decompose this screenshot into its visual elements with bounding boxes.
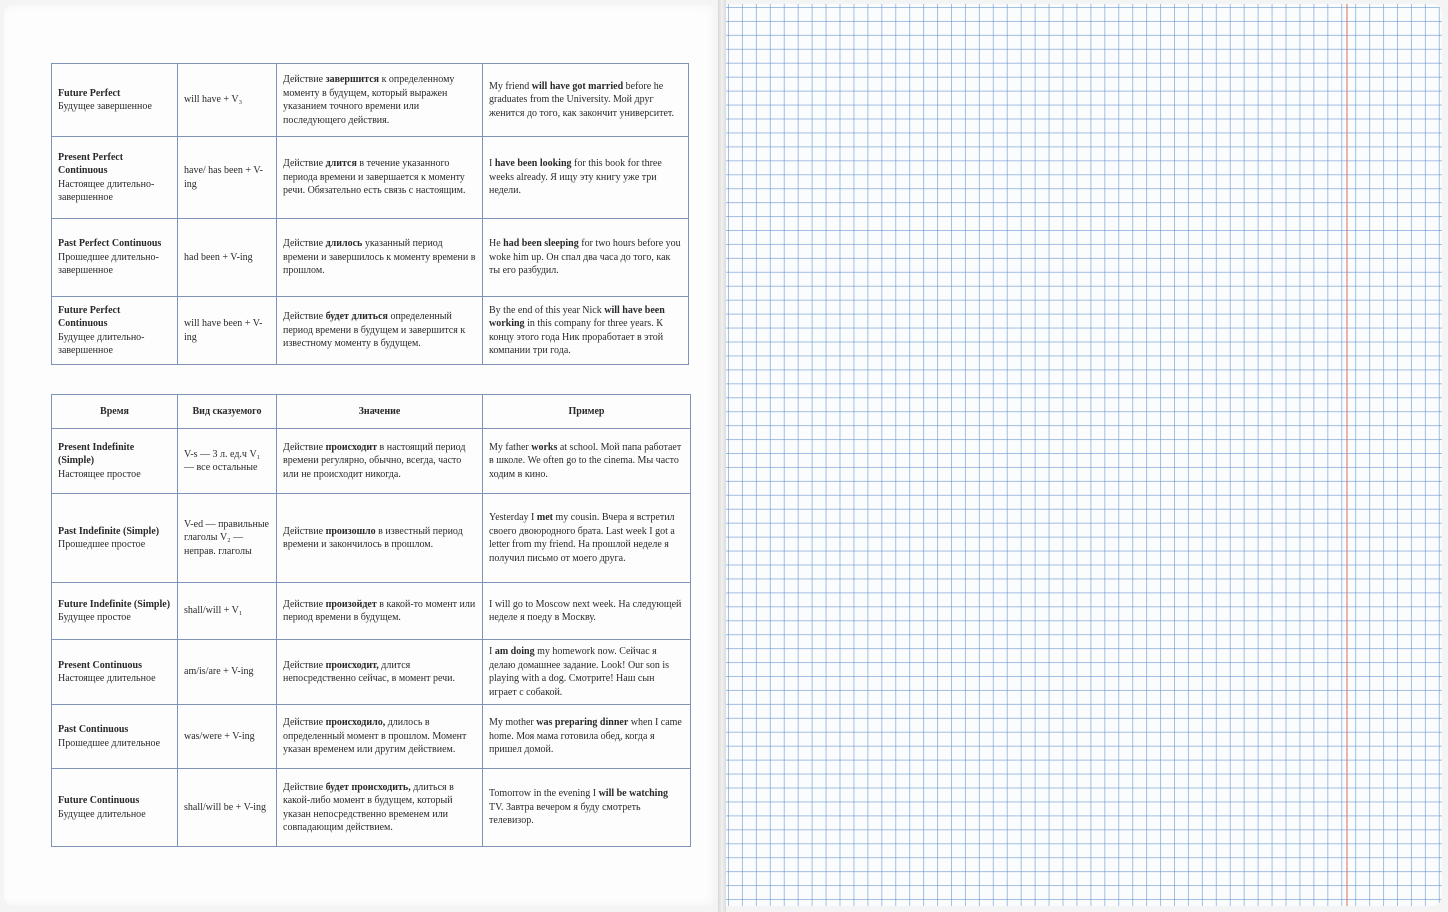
notebook-spine bbox=[718, 0, 726, 912]
meaning-text-rest: в известный период времени и закончилось в прошлом. bbox=[283, 525, 463, 550]
tense-name-ru: Будущее простое bbox=[58, 612, 131, 623]
meaning-text: Действие bbox=[283, 717, 326, 729]
example-text: Yesterday I bbox=[489, 512, 537, 523]
tense-name-ru: Настоящее длительное bbox=[58, 673, 156, 684]
meaning-text-rest: в какой-то момент или период времени в будущем. bbox=[283, 598, 476, 623]
example-keyword: was preparing dinner bbox=[536, 717, 629, 729]
example-keyword: met bbox=[536, 512, 553, 523]
example-cell bbox=[483, 429, 691, 494]
example-keyword: will be watching bbox=[598, 788, 669, 800]
meaning-keyword: завершится bbox=[325, 74, 380, 85]
meaning-text: Действие bbox=[283, 659, 326, 671]
example-keyword: works bbox=[531, 441, 558, 453]
example-cell bbox=[483, 769, 691, 847]
tense-name-en: Future Indefinite (Simple) bbox=[58, 598, 171, 610]
header-tense: Время bbox=[52, 395, 178, 429]
meaning-text-rest: указанный период времени и завершилось к моменту времени в прошлом. bbox=[283, 238, 476, 277]
meaning-cell bbox=[277, 769, 483, 847]
tense-cell bbox=[52, 219, 178, 297]
tense-name-en: Present Continuous bbox=[58, 659, 142, 671]
tense-name-ru: Настоящее длительно-завершенное bbox=[58, 178, 155, 203]
meaning-keyword: происходит, bbox=[325, 659, 379, 671]
example-keyword: will have been working bbox=[489, 304, 665, 329]
meaning-text: Действие bbox=[283, 598, 326, 610]
table-row bbox=[52, 429, 691, 494]
meaning-text-rest: длилось в определенный момент в прошлом. Момент указан временем или другим действием. bbox=[283, 717, 467, 756]
example-text-rest: TV. Завтра вечером я буду смотреть телевизор. bbox=[489, 801, 641, 827]
tense-cell bbox=[52, 705, 178, 769]
tense-name-en: Past Indefinite (Simple) bbox=[58, 525, 160, 537]
meaning-cell bbox=[277, 219, 483, 297]
example-text-rest: my homework now. Сейчас я делаю домашнее задание. Look! Our son is playing with a dog. Смотрите! Наш сын играет с собакой. bbox=[489, 646, 670, 698]
meaning-text-rest: определенный период времени в будущем и завершится к известному моменту в будущем. bbox=[283, 311, 466, 350]
tense-name-en: Future Continuous bbox=[58, 795, 140, 806]
meaning-text: Действие bbox=[283, 525, 326, 537]
table-row bbox=[52, 297, 689, 365]
tense-name-en: Present Indefinite (Simple) bbox=[58, 441, 135, 467]
example-text: He bbox=[489, 238, 504, 250]
table-row bbox=[52, 64, 689, 137]
header-example: Пример bbox=[483, 395, 691, 429]
table-row bbox=[52, 769, 691, 847]
meaning-text: Действие bbox=[283, 441, 326, 453]
example-cell bbox=[483, 219, 689, 297]
header-meaning: Значение bbox=[277, 395, 483, 429]
example-keyword: have been looking bbox=[494, 158, 572, 170]
example-text-rest: for two hours before you woke him up. Он спал два часа до того, как ты его разбудил. bbox=[489, 238, 681, 277]
example-text-rest: I will go to Moscow next week. На следующей неделе я поеду в Москву. bbox=[489, 598, 682, 623]
header-form: Вид сказуемого bbox=[178, 395, 277, 429]
tense-name-ru: Будущее длительное bbox=[58, 808, 146, 820]
form-cell: was/were + V-ing bbox=[178, 705, 277, 769]
meaning-keyword: произойдет bbox=[325, 598, 377, 610]
right-page-grid bbox=[724, 4, 1442, 906]
form-cell: V-s — 3 л. ед.ч V₁ — все остальные bbox=[178, 429, 277, 494]
table-row bbox=[52, 583, 691, 640]
tense-name-ru: Настоящее простое bbox=[58, 468, 141, 480]
tense-name-ru: Будущее завершенное bbox=[58, 101, 152, 112]
tense-name-ru: Будущее длительно-завершенное bbox=[58, 331, 145, 356]
meaning-text: Действие bbox=[283, 158, 326, 170]
tense-cell bbox=[52, 494, 178, 583]
meaning-cell bbox=[277, 297, 483, 365]
example-cell bbox=[483, 583, 691, 640]
form-cell: have/ has been + V-ing bbox=[178, 137, 277, 219]
example-cell bbox=[483, 494, 691, 583]
table-row bbox=[52, 494, 691, 583]
example-keyword: am doing bbox=[494, 646, 535, 657]
table-row bbox=[52, 137, 689, 219]
meaning-keyword: происходило, bbox=[325, 717, 386, 729]
meaning-cell bbox=[277, 583, 483, 640]
tense-cell bbox=[52, 64, 178, 137]
meaning-cell bbox=[277, 640, 483, 705]
tense-cell bbox=[52, 640, 178, 705]
example-keyword: will have got married bbox=[531, 80, 624, 92]
example-text-rest: when I came home. Моя мама готовила обед, когда я пришел домой. bbox=[489, 717, 682, 756]
table-row bbox=[52, 705, 691, 769]
meaning-keyword: будет происходить, bbox=[325, 781, 411, 793]
tense-name-ru: Прошедшее длительное bbox=[58, 737, 161, 749]
example-keyword: had been sleeping bbox=[503, 238, 579, 250]
meaning-text-rest: в течение указанного периода времени и завершается к моменту речи. Обязательно есть связь с настоящим. bbox=[283, 158, 466, 197]
table-row bbox=[52, 640, 691, 705]
example-text-rest: before he graduates from the University. Мой друг женится до того, как закончит университет. bbox=[489, 80, 674, 119]
form-cell: shall/will be + V-ing bbox=[178, 769, 277, 847]
form-cell: will have been + V-ing bbox=[178, 297, 277, 365]
tense-cell bbox=[52, 297, 178, 365]
grammar-table-main bbox=[51, 394, 691, 847]
meaning-text: Действие bbox=[283, 781, 326, 793]
example-text: I bbox=[489, 646, 495, 657]
meaning-text-rest: к определенному моменту в будущем, который выражен указанием точного времени или последующего действия. bbox=[283, 74, 455, 126]
example-text-rest: in this company for three years. К концу этого года Ник проработает в этой компании три года. bbox=[489, 318, 664, 356]
meaning-cell bbox=[277, 705, 483, 769]
form-cell: will have + V₃ bbox=[178, 64, 277, 137]
example-cell bbox=[483, 297, 689, 365]
tense-cell bbox=[52, 429, 178, 494]
table-header-row bbox=[52, 395, 691, 429]
tense-name-en: Present Perfect Continuous bbox=[58, 151, 124, 176]
meaning-text: Действие bbox=[283, 311, 326, 323]
example-cell bbox=[483, 64, 689, 137]
meaning-keyword: длилось bbox=[325, 238, 363, 250]
example-text: By the end of this year Nick bbox=[489, 304, 605, 316]
tense-name-en: Past Continuous bbox=[58, 724, 129, 735]
example-text: My mother bbox=[489, 717, 537, 729]
meaning-text: Действие bbox=[283, 74, 326, 85]
table-row bbox=[52, 219, 689, 297]
meaning-cell bbox=[277, 494, 483, 583]
tense-name-ru: Прошедшее простое bbox=[58, 539, 146, 550]
tense-name-en: Future Perfect Continuous bbox=[58, 304, 121, 329]
meaning-text-rest: длиться в какой-либо момент в будущем, который указан непосредственно временем или совпадающим действием. bbox=[283, 781, 454, 833]
meaning-keyword: произошло bbox=[325, 525, 376, 537]
example-text: Tomorrow in the evening I bbox=[489, 788, 599, 800]
meaning-keyword: будет длиться bbox=[325, 311, 388, 323]
meaning-text-rest: в настоящий период времени регулярно, обычно, всегда, часто или не происходит никогда. bbox=[283, 441, 466, 480]
tense-name-ru: Прошедшее длительно-завершенное bbox=[58, 251, 159, 277]
meaning-text: Действие bbox=[283, 238, 326, 250]
form-cell: had been + V-ing bbox=[178, 219, 277, 297]
example-text-rest: my cousin. Вчера я встретил своего двоюродного брата. Last week I got a letter from my friend. На прошлой неделе я получил письмо от моего друга. bbox=[489, 512, 675, 564]
example-text-rest: for this book for three weeks already. Я ищу эту книгу уже три недели. bbox=[489, 158, 662, 197]
example-cell bbox=[483, 705, 691, 769]
meaning-text-rest: длится непосредственно сейчас, в момент речи. bbox=[283, 659, 456, 684]
form-cell: am/is/are + V-ing bbox=[178, 640, 277, 705]
meaning-keyword: происходит bbox=[325, 441, 378, 453]
meaning-cell bbox=[277, 429, 483, 494]
grammar-table-perfect bbox=[51, 63, 689, 365]
form-cell: V-ed — правильные глаголы V₂ — неправ. глаголы bbox=[178, 494, 277, 583]
example-text: I bbox=[489, 158, 495, 170]
example-text-rest: at school. Мой папа работает в школе. We often go to the cinema. Мы часто ходим в кино. bbox=[489, 441, 682, 480]
tense-cell bbox=[52, 137, 178, 219]
example-cell bbox=[483, 137, 689, 219]
example-cell bbox=[483, 640, 691, 705]
meaning-cell bbox=[277, 137, 483, 219]
example-text: My friend bbox=[489, 80, 532, 92]
example-text: My father bbox=[489, 441, 532, 453]
meaning-keyword: длится bbox=[325, 158, 357, 170]
tense-cell bbox=[52, 769, 178, 847]
tense-cell bbox=[52, 583, 178, 640]
meaning-cell bbox=[277, 64, 483, 137]
margin-line bbox=[1346, 4, 1348, 906]
form-cell: shall/will + V₁ bbox=[178, 583, 277, 640]
tense-name-en: Past Perfect Continuous bbox=[58, 238, 162, 250]
tense-name-en: Future Perfect bbox=[58, 87, 121, 99]
